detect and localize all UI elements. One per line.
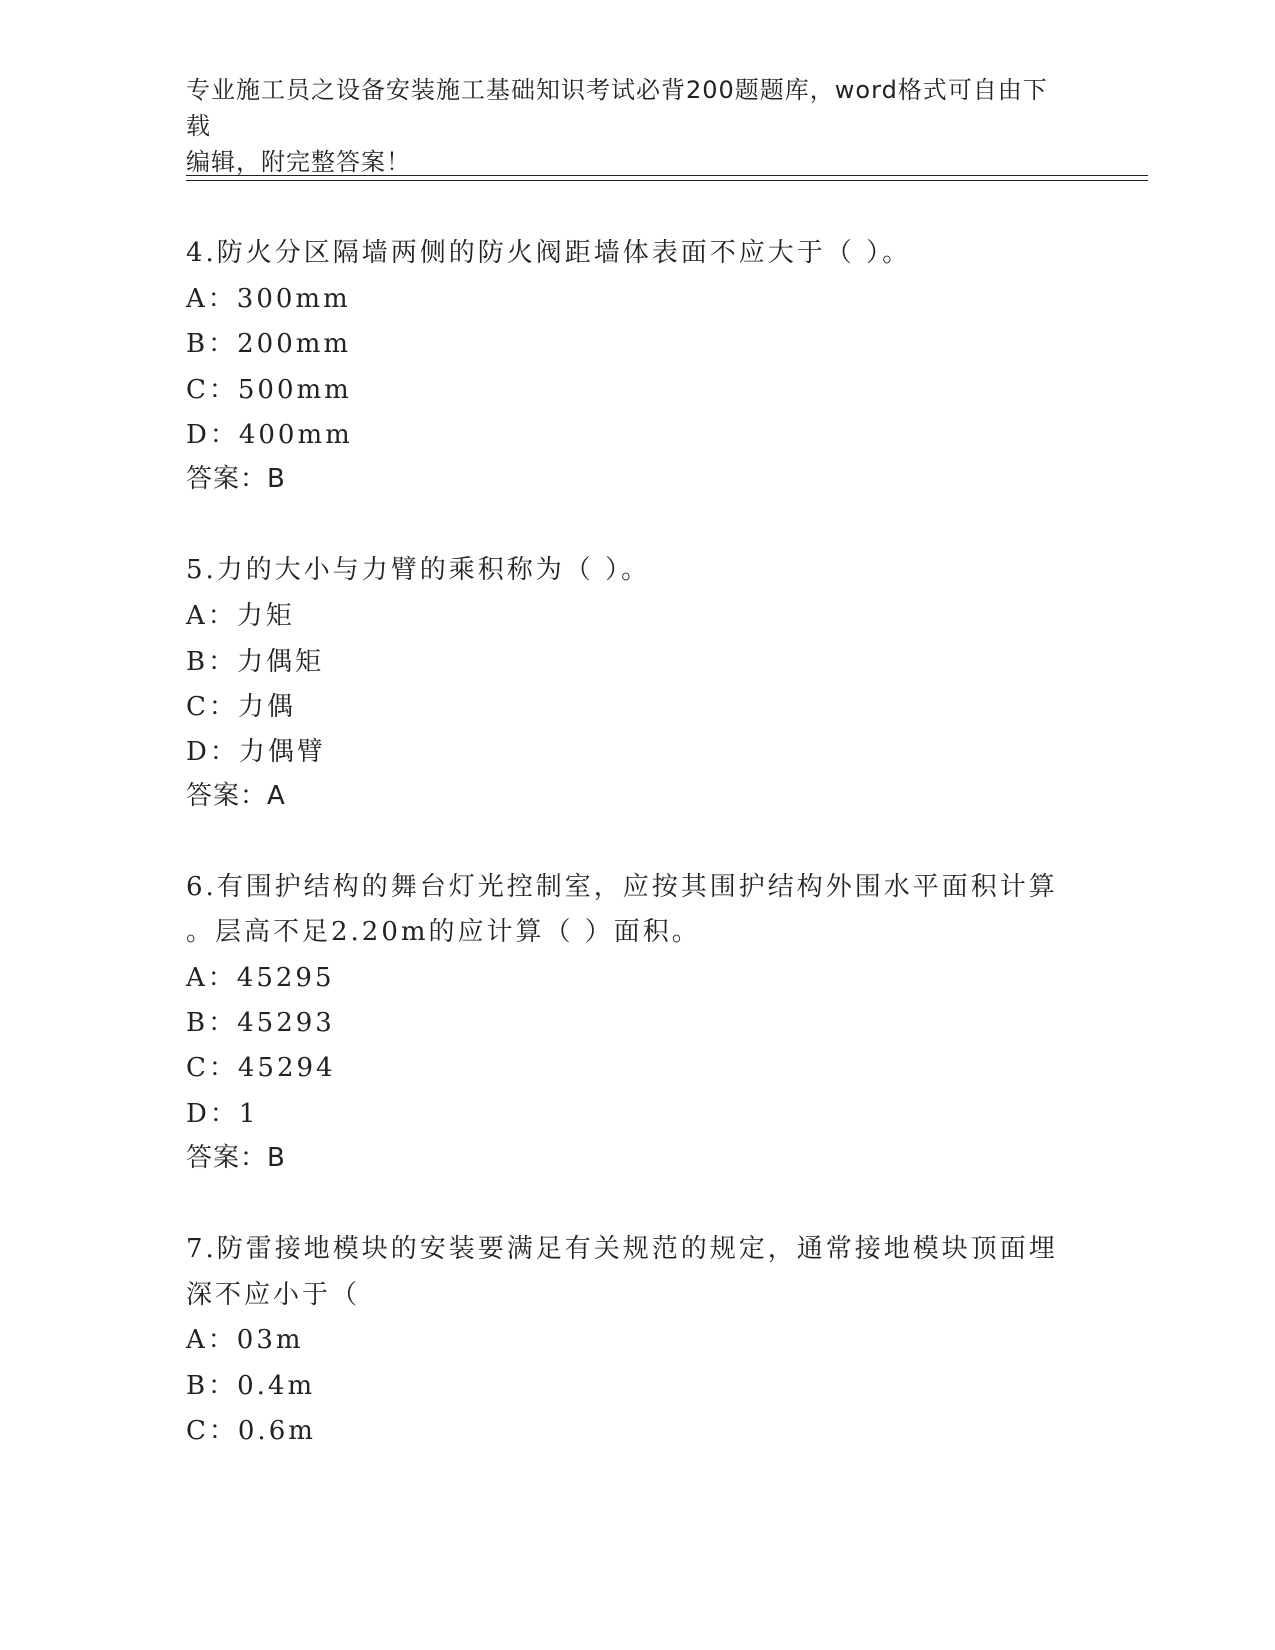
question-6-answer: 答案：B xyxy=(186,1143,286,1173)
question-4-option-d: D：400mm xyxy=(186,420,353,450)
question-4-stem: 4.防火分区隔墙两侧的防火阀距墙体表面不应大于（ ）。 xyxy=(186,238,912,268)
question-6-option-b: B：45293 xyxy=(186,1008,335,1038)
header-line-2: 编辑，附完整答案！ xyxy=(186,148,411,176)
question-7-option-a: A：03m xyxy=(186,1325,304,1355)
document-header xyxy=(186,72,1066,180)
question-5-answer: 答案：A xyxy=(186,781,286,811)
question-5-option-a: A：力矩 xyxy=(186,601,295,631)
question-6-option-c: C：45294 xyxy=(186,1053,336,1083)
question-6-stem-line-1: 6.有围护结构的舞台灯光控制室，应按其围护结构外围水平面积计算 xyxy=(186,872,1058,902)
question-4-option-b: B：200mm xyxy=(186,329,352,359)
question-4-answer: 答案：B xyxy=(186,464,286,494)
question-4-option-a: A：300mm xyxy=(186,284,351,314)
question-5-option-c: C：力偶 xyxy=(186,692,296,722)
question-7-stem-line-2: 深不应小于（ xyxy=(186,1280,361,1310)
question-7-option-b: B：0.4m xyxy=(186,1371,316,1401)
header-line-1: 专业施工员之设备安装施工基础知识考试必背200题题库，word格式可自由下载 xyxy=(186,76,1048,140)
header-divider-top xyxy=(186,175,1148,176)
question-7-stem-line-1: 7.防雷接地模块的安装要满足有关规范的规定，通常接地模块顶面埋 xyxy=(186,1234,1058,1264)
question-5-stem: 5.力的大小与力臂的乘积称为（ ）。 xyxy=(186,555,651,585)
question-6-option-a: A：45295 xyxy=(186,963,335,993)
question-7-option-c: C：0.6m xyxy=(186,1416,316,1446)
question-5-option-b: B：力偶矩 xyxy=(186,647,325,677)
question-5-option-d: D：力偶臂 xyxy=(186,737,326,767)
question-4-option-c: C：500mm xyxy=(186,375,352,405)
question-6-option-d: D：1 xyxy=(186,1099,259,1129)
question-6-stem-line-2: 。层高不足2.20m的应计算（ ）面积。 xyxy=(186,917,701,947)
header-divider-bottom xyxy=(186,180,1148,181)
